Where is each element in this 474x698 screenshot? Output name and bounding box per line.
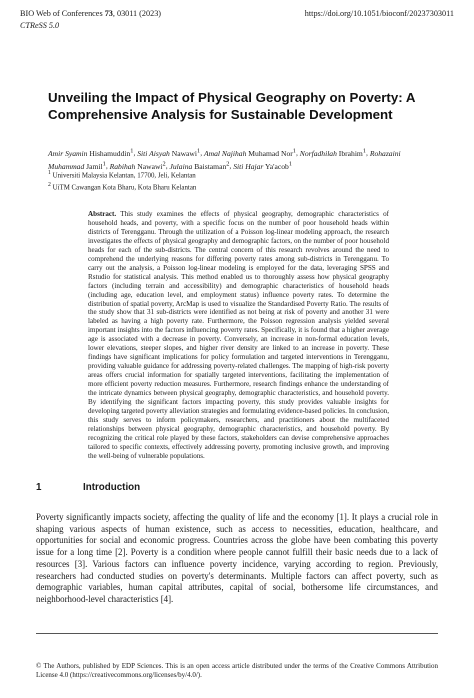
conference-name: CTReSS 5.0	[20, 21, 60, 30]
author-name: Siti Hajar Ya'acob$^1$	[233, 160, 292, 171]
section-number: 1	[36, 482, 42, 493]
affiliation-1: $^1$ Universiti Malaysia Kelantan, 17700, Jeli, Kelantan	[48, 170, 196, 180]
journal-name: BIO Web of Conferences	[20, 9, 103, 18]
footer-rule	[36, 633, 438, 634]
author-name: Amir Syamin Hishamuddin$^1$	[48, 147, 134, 158]
section-title: Introduction	[83, 482, 141, 493]
author-name: Julaina Baistaman$^2$	[169, 160, 230, 171]
affiliation-2: $^2$ UiTM Cawangan Kota Bharu, Kota Bharu Kelantan	[48, 181, 197, 192]
abstract-text: This study examines the effects of physical geography, demographic characteristics of household heads, and poverty, with a specific focus on the number of poor household heads within districts of Terengganu. Through the utilization of a Poisson log-linear modeling approach, the research investigates the effects of physical geography and demographic factors, on the number of poor household heads for each of the sub-districts. The central concern of this research revolves around the need to comprehend the underlying reasons for differing poverty rates among sub-districts in Terengganu. To carry out the analysis, a Poisson log-linear modeling is employed for the data, leveraging SPSS and Rstudio for statistical analysis. This method enabled us to thoroughly assess how physical geography factors (including terrain and accessibility) and demographic characteristics of household heads (including age, education level, and employment status) influence poverty rates. To determine the distribution of spatial poverty, ArcMap is used to visualize the Standardised Poverty Ratio. The results of the study show that 31 sub-districts were identified as not being at risk of poverty and another 31 were labeled as having a high poverty rate. Furthermore, the Poisson regression analysis yielded several important insights into the factors influencing poverty rates. Specifically, it is found that a higher average age is associated with a decrease in poverty. Conversely, an increase in non-formal education levels, lower elevations, steeper slopes, and higher river density are linked to an increase in poverty. These findings have significant implications for policy formulation and targeted interventions in Terengganu, providing valuable guidance for addressing poverty-related challenges. The mapping of high-risk poverty areas offers crucial information for spatially targeted interventions, facilitating the implementation of more efficient poverty reduction measures. Furthermore, research findings enhance the understanding of the intricate dynamics between physical geography, demographic characteristics, and household poverty. By identifying the significant factors impacting poverty, this study provides valuable insights for developing targeted poverty alleviation strategies and formulating evidence-based policies. In conclusion, this study serves to inform policymakers, researchers, and practitioners about the multifaceted relationships between physical geography, demographic characteristics, and household poverty. By recognizing the critical role played by these factors, stakeholders can devise comprehensive approaches tailored to specific contexts, effectively addressing poverty, promoting inclusive growth, and improving the well-being of vulnerable populations.	[88, 210, 389, 460]
journal-volume: 73	[104, 9, 113, 18]
license-footer: © The Authors, published by EDP Sciences. This is an open access article distributed under the terms of the Creative Commons Attribution License 4.0 (https://creativecommons.org/licenses/by/4.0/).	[36, 662, 438, 680]
author-name: Rabihah Nawawi$^2$	[109, 160, 166, 171]
doi-link[interactable]: https://doi.org/10.1051/bioconf/20237303011	[304, 9, 454, 18]
article-number: , 03011 (2023)	[112, 9, 162, 18]
author-name: Rohazaini Muhammad Jamil$^1$	[48, 148, 401, 171]
paper-title: Unveiling the Impact of Physical Geography on Poverty: A Comprehensive Analysis for Sustainable Development	[48, 90, 415, 122]
intro-paragraph: Poverty significantly impacts society, affecting the quality of life and the economy [1]. It plays a crucial role in shaping various aspects of human existence, such as access to necessities, education, healthcare, and opportunities for social and economic progress. Countries across the globe have been combating this poverty issue for a long time [2]. Poverty is a condition where people cannot fulfill their basic needs due to a lack of resources [3]. Various factors can influence poverty incidence, varying according to region. Previously, researchers had conducted studies on poverty's determinants. Multiple factors can affect poverty, such as demographic variables, human capital attributes, capital of social, bothersome life circumstances, and neighborhood-level characteristics [4].	[36, 512, 438, 604]
author-list: Amir Syamin Hishamuddin$^1$, Siti Aisyah Nawawi$^1$, Amal Najihah Muhamad Nor$^1$, Norfadhilah Ibrahim$^1$, Rohazaini Muhammad Jamil$^1$, Rabihah Nawawi$^2$, Julaina Baistaman$^2$, Siti Hajar Ya'acob$^1$	[48, 147, 401, 171]
running-header	[20, 8, 454, 38]
journal-citation	[20, 8, 161, 19]
abstract-label: Abstract.	[88, 210, 117, 218]
author-name: Amal Najihah Muhamad Nor$^1$	[203, 147, 296, 158]
abstract	[88, 210, 389, 461]
author-name: Norfadhilah Ibrahim$^1$	[299, 147, 367, 158]
affiliation-list	[48, 169, 433, 193]
author-name: Siti Aisyah Nawawi$^1$	[137, 147, 201, 158]
